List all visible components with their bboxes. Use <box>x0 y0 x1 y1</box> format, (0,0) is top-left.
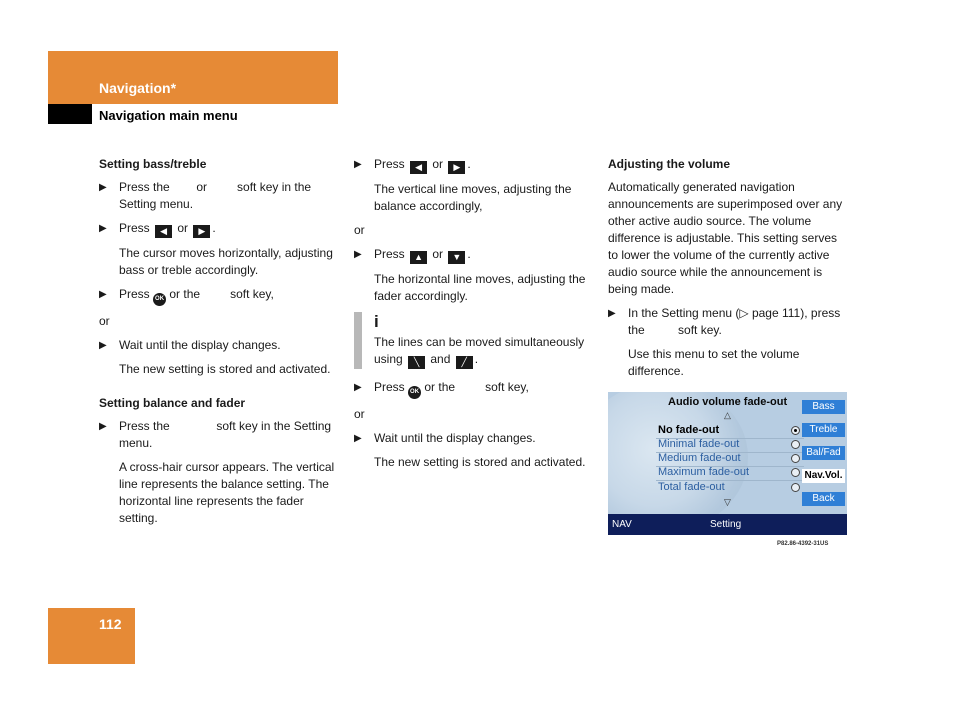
up-arrow-key-icon: ▲ <box>410 251 427 264</box>
balance-step-2-text: The vertical line moves, adjusting the balance accordingly, <box>374 182 572 213</box>
page-number: 112 <box>99 616 122 632</box>
bullet-triangle-icon: ▶ <box>354 433 362 444</box>
note-bar <box>354 312 362 369</box>
header-band <box>48 51 338 104</box>
menu-item-minimal[interactable]: Minimal fade-out <box>658 438 740 450</box>
balance-step-3: ▶ Press OK or the soft key, <box>354 379 594 399</box>
volume-step-1: ▶ In the Setting menu (▷ page 111), press the soft key. <box>608 306 844 337</box>
radio-icon[interactable] <box>791 483 800 492</box>
or-text: or <box>99 314 110 328</box>
radio-icon[interactable] <box>791 440 800 449</box>
bass-step-4-text: The new setting is stored and activated. <box>119 362 331 376</box>
diagonal-down-key-icon: ╲ <box>408 356 425 369</box>
status-nav[interactable]: NAV <box>612 519 632 530</box>
header-marker <box>48 104 92 124</box>
balance-step-1: ▶ Press the soft key in the Setting menu. <box>99 419 335 450</box>
image-code: P82.86-4392-31US <box>777 541 829 547</box>
balance-step-4: ▶ Wait until the display changes. <box>354 431 536 445</box>
or-text: or <box>354 407 365 421</box>
bullet-triangle-icon: ▶ <box>608 308 616 319</box>
ok-key-icon: OK <box>153 293 166 306</box>
bullet-triangle-icon: ▶ <box>99 223 107 234</box>
bass-step-1: ▶ Press the or soft key in the Setting menu. <box>99 180 315 211</box>
column-right <box>608 156 850 387</box>
down-arrow-key-icon: ▼ <box>448 251 465 264</box>
bass-step-4: ▶ Wait until the display changes. <box>99 338 281 352</box>
balance-step-4-text: The new setting is stored and activated. <box>374 455 586 469</box>
softkey-back[interactable]: Back <box>802 492 845 506</box>
bullet-triangle-icon: ▶ <box>99 182 107 193</box>
volume-intro: Automatically generated navigation announcements are superimposed over any other active audio source. The volume difference is adjustable. This setting serves to lower the volume of the currently active audio source while the announcement is being made. <box>608 180 843 296</box>
left-arrow-key-icon: ◀ <box>155 225 172 238</box>
balance-heading: Setting balance and fader <box>99 396 246 410</box>
bullet-triangle-icon: ▶ <box>354 249 362 260</box>
screen-title: Audio volume fade-out <box>668 396 788 408</box>
status-setting: Setting <box>710 519 742 530</box>
right-arrow-key-icon: ▶ <box>193 225 210 238</box>
bass-heading: Setting bass/treble <box>99 157 207 171</box>
column-left <box>99 156 339 534</box>
info-icon: i <box>374 312 379 331</box>
softkey-treble[interactable]: Treble <box>802 423 845 437</box>
volume-step-1-text: Use this menu to set the volume difference. <box>628 347 800 378</box>
menu-item-maximum[interactable]: Maximum fade-out <box>658 466 750 478</box>
radio-selected-icon[interactable] <box>791 426 800 435</box>
softkey-nav-vol[interactable]: Nav.Vol. <box>802 469 845 483</box>
section-title: Navigation* <box>99 80 177 96</box>
bullet-triangle-icon: ▶ <box>354 159 362 170</box>
balance-step-2: ▶ Press ◀ or ▶ . <box>354 157 471 172</box>
screen-status-bar <box>608 514 847 535</box>
menu-item-total[interactable]: Total fade-out <box>658 481 725 493</box>
ok-key-icon: OK <box>408 386 421 399</box>
radio-icon[interactable] <box>791 468 800 477</box>
bullet-triangle-icon: ▶ <box>99 340 107 351</box>
bullet-triangle-icon: ▶ <box>354 382 362 393</box>
volume-heading: Adjusting the volume <box>608 157 731 171</box>
column-middle <box>354 156 594 478</box>
menu-item-no-fade-out[interactable]: No fade-out <box>658 424 720 436</box>
or-text: or <box>354 223 365 237</box>
bass-step-2-text: The cursor moves horizontally, adjusting bass or treble accordingly. <box>119 246 333 277</box>
balance-step-1-text: A cross-hair cursor appears. The vertical line represents the balance setting. The horizontal line represents the fader setting. <box>119 460 335 525</box>
diagonal-up-key-icon: ╱ <box>456 356 473 369</box>
info-note: i The lines can be moved simultaneously using ╲ and ╱ . <box>354 312 594 369</box>
bass-step-3: ▶ Press OK or the soft key, <box>99 286 339 306</box>
subsection-title: Navigation main menu <box>99 108 238 123</box>
bullet-triangle-icon: ▶ <box>99 289 107 300</box>
menu-item-medium[interactable]: Medium fade-out <box>658 452 741 464</box>
softkey-bal-fad[interactable]: Bal/Fad <box>802 446 845 460</box>
left-arrow-key-icon: ◀ <box>410 161 427 174</box>
fader-step-text: The horizontal line moves, adjusting the fader accordingly. <box>374 272 586 303</box>
bass-step-2: ▶ Press ◀ or ▶ . <box>99 221 216 236</box>
bullet-triangle-icon: ▶ <box>99 421 107 432</box>
softkey-bass[interactable]: Bass <box>802 400 845 414</box>
scroll-up-icon[interactable]: △ <box>724 410 731 420</box>
scroll-down-icon[interactable]: ▽ <box>724 497 731 507</box>
fader-step: ▶ Press ▲ or ▼ . <box>354 247 471 262</box>
right-arrow-key-icon: ▶ <box>448 161 465 174</box>
radio-icon[interactable] <box>791 454 800 463</box>
audio-fadeout-screen <box>608 392 847 535</box>
